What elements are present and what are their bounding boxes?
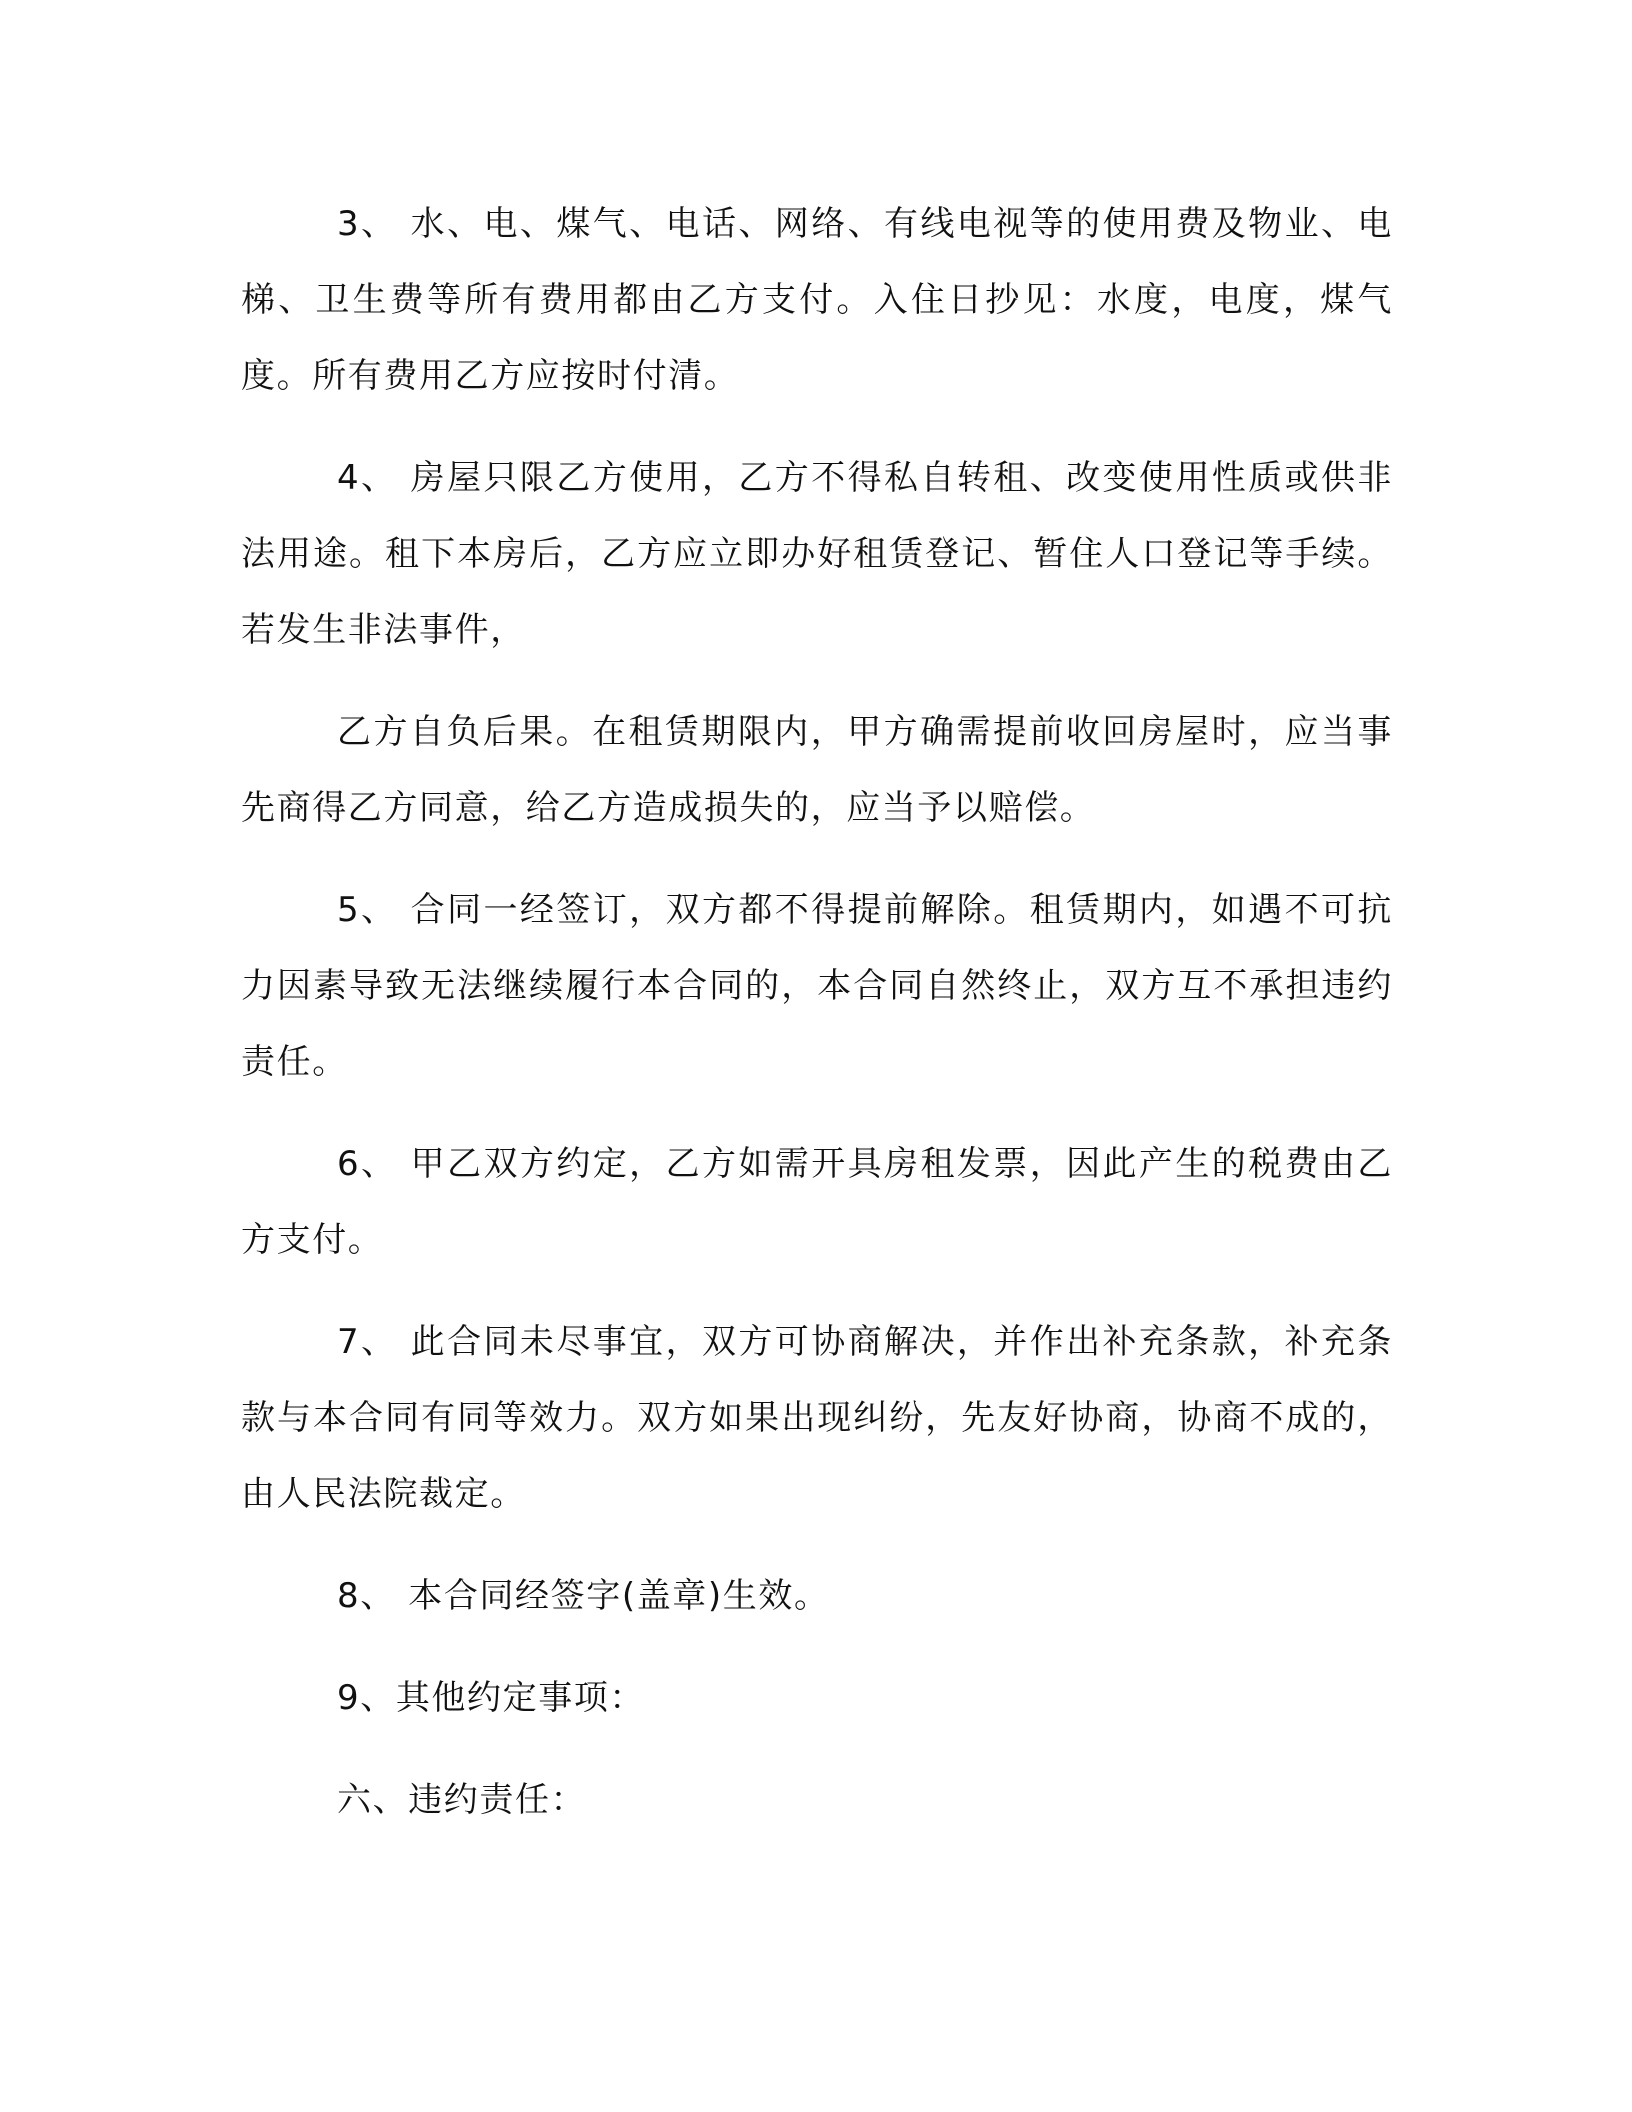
clause-4-continuation-paragraph: 乙方自负后果。在租赁期限内，甲方确需提前收回房屋时，应当事先商得乙方同意，给乙方造成损失的，应当予以赔偿。 (241, 712, 1393, 828)
clause-6-paragraph: 6、 甲乙双方约定，乙方如需开具房租发票，因此产生的税费由乙方支付。 (241, 1144, 1393, 1260)
clause-4-paragraph: 4、 房屋只限乙方使用，乙方不得私自转租、改变使用性质或供非法用途。租下本房后，乙方应立即办好租赁登记、暂住人口登记等手续。若发生非法事件， (241, 458, 1393, 650)
clause-7-paragraph: 7、 此合同未尽事宜，双方可协商解决，并作出补充条款，补充条款与本合同有同等效力。双方如果出现纠纷，先友好协商，协商不成的，由人民法院裁定。 (241, 1322, 1393, 1514)
document-body (241, 186, 1393, 1864)
clause-3-paragraph: 3、 水、电、煤气、电话、网络、有线电视等的使用费及物业、电梯、卫生费等所有费用都由乙方支付。入住日抄见：水度，电度，煤气度。所有费用乙方应按时付清。 (241, 204, 1393, 396)
clause-9-paragraph: 9、其他约定事项： (337, 1678, 646, 1718)
clause-8-paragraph: 8、 本合同经签字(盖章)生效。 (337, 1576, 830, 1616)
clause-5-paragraph: 5、 合同一经签订，双方都不得提前解除。租赁期内，如遇不可抗力因素导致无法继续履行本合同的，本合同自然终止，双方互不承担违约责任。 (241, 890, 1393, 1082)
section-6-heading: 六、违约责任： (337, 1780, 587, 1820)
